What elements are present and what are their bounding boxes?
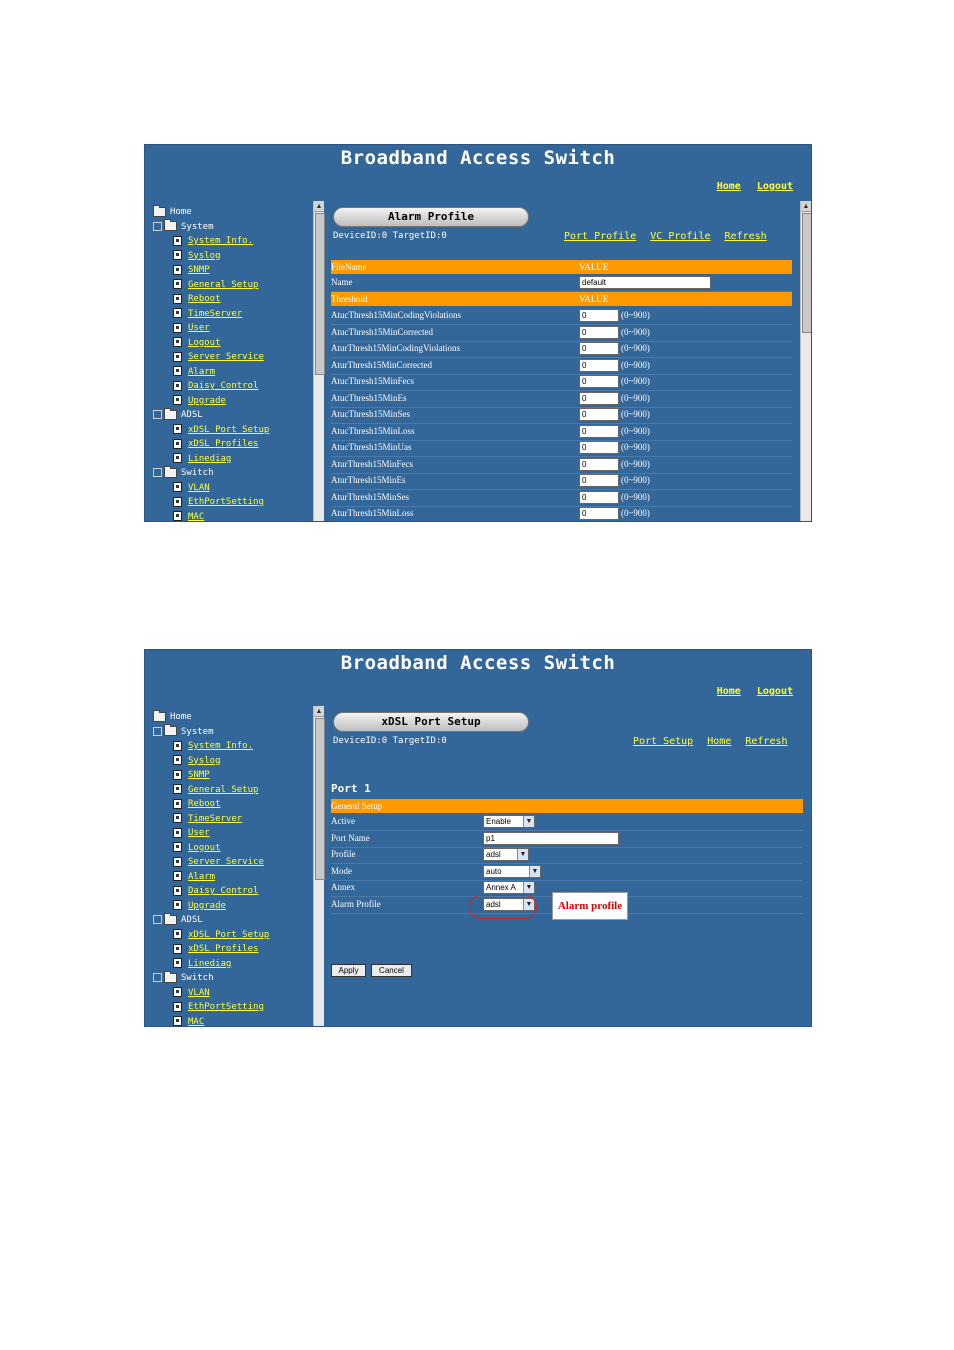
threshold-range: (0~900) xyxy=(621,475,650,485)
home-link[interactable]: Home xyxy=(716,686,741,697)
threshold-input[interactable]: 0 xyxy=(579,342,619,355)
page-icon xyxy=(173,958,182,968)
folder-icon xyxy=(164,973,177,983)
device-id-line: DeviceID:0 TargetID:0 xyxy=(333,231,447,241)
scroll-thumb[interactable] xyxy=(315,213,325,375)
field-label: Port Name xyxy=(331,832,370,843)
tree-item-label: MAC xyxy=(188,511,205,521)
tree-item-label: Reboot xyxy=(188,799,221,809)
tree-item-mac[interactable] xyxy=(173,510,204,522)
expand-toggle-icon[interactable] xyxy=(153,410,162,419)
tree-item-upgrade[interactable] xyxy=(173,394,226,408)
field-row-profile xyxy=(331,847,803,864)
tree-item-label: VLAN xyxy=(188,482,210,493)
tree-item-label: Alarm xyxy=(188,366,216,377)
tree-item-label: General Setup xyxy=(188,784,259,795)
expand-toggle-icon[interactable] xyxy=(153,973,162,982)
tree-item-label: System Info. xyxy=(188,741,254,751)
tree-item-label: System Info. xyxy=(188,236,254,246)
selected-value: adsl xyxy=(486,899,501,909)
threshold-label: AtucThresh15MinLoss xyxy=(331,425,415,436)
tree-item-home[interactable] xyxy=(153,710,192,724)
threshold-range: (0~900) xyxy=(621,409,650,419)
banner-title: Broadband Access Switch xyxy=(340,147,616,169)
page-icon xyxy=(173,424,182,434)
page-icon xyxy=(173,352,182,362)
threshold-row xyxy=(331,407,792,424)
page-icon xyxy=(173,308,182,318)
tree-item-logout[interactable] xyxy=(173,841,221,855)
scroll-up-arrow-icon[interactable]: ▲ xyxy=(315,707,323,715)
tree-item-snmp[interactable] xyxy=(173,263,210,277)
tree-item-label: Reboot xyxy=(188,294,221,304)
sidebar-scrollbar[interactable] xyxy=(313,706,324,1026)
folder-icon xyxy=(164,726,177,736)
page-icon xyxy=(173,337,182,347)
alarm-profile-callout: Alarm profile xyxy=(552,892,628,920)
page-icon xyxy=(173,828,182,838)
tree-item-label: Upgrade xyxy=(188,900,226,911)
home-link[interactable]: Home xyxy=(716,181,741,192)
tree-item-label: TimeServer xyxy=(188,813,243,824)
nav-tree xyxy=(145,201,313,521)
chevron-down-icon[interactable]: ▼ xyxy=(517,849,528,860)
threshold-input[interactable]: 0 xyxy=(579,458,619,471)
main-content xyxy=(325,706,809,1026)
tree-item-label: EthPortSetting xyxy=(188,1002,264,1012)
expand-toggle-icon[interactable] xyxy=(153,915,162,924)
tree-item-xdsl-port-setup[interactable] xyxy=(173,423,269,437)
threshold-header xyxy=(331,292,792,306)
folder-icon xyxy=(164,221,177,231)
page-icon xyxy=(173,250,182,260)
tree-item-label: Server Service xyxy=(188,352,264,362)
scroll-up-arrow-icon[interactable]: ▲ xyxy=(802,202,810,210)
tree-item-general-setup[interactable] xyxy=(173,783,258,797)
threshold-range: (0~900) xyxy=(621,376,650,386)
tree-item-label: Syslog xyxy=(188,755,221,766)
scroll-up-arrow-icon[interactable]: ▲ xyxy=(315,202,323,210)
xdsl-port-setup-screenshot xyxy=(144,649,812,1027)
page-icon xyxy=(173,1002,182,1012)
refresh-link[interactable]: Refresh xyxy=(724,231,767,242)
page-icon xyxy=(173,265,182,275)
expand-toggle-icon[interactable] xyxy=(153,727,162,736)
tree-item-label: EthPortSetting xyxy=(188,497,264,507)
tree-item-label: Home xyxy=(170,712,192,722)
tree-item-reboot[interactable] xyxy=(173,797,221,811)
tree-item-adsl[interactable] xyxy=(153,913,203,927)
selected-value: Enable xyxy=(486,817,511,827)
page-icon xyxy=(173,842,182,852)
page-icon xyxy=(173,799,182,809)
scroll-thumb[interactable] xyxy=(802,213,812,333)
page-icon xyxy=(173,366,182,376)
banner xyxy=(145,145,811,199)
page-icon xyxy=(173,395,182,405)
tree-item-label: Switch xyxy=(181,468,214,478)
tree-item-label: ADSL xyxy=(181,915,203,925)
threshold-input[interactable]: 0 xyxy=(579,408,619,421)
page-icon xyxy=(173,813,182,823)
apply-button[interactable]: Apply xyxy=(331,964,366,977)
page-icon xyxy=(173,381,182,391)
threshold-row xyxy=(331,424,792,441)
port-setup-link[interactable]: Port Setup xyxy=(633,736,694,747)
banner xyxy=(145,650,811,704)
field-label: Mode xyxy=(331,865,352,876)
threshold-range: (0~900) xyxy=(621,310,650,320)
tree-item-upgrade[interactable] xyxy=(173,899,226,913)
threshold-row xyxy=(331,341,792,358)
selected-value: Annex A xyxy=(486,883,516,893)
threshold-range: (0~900) xyxy=(621,392,650,403)
top-links xyxy=(707,181,793,192)
annex-select[interactable] xyxy=(483,881,535,894)
tree-item-timeserver[interactable] xyxy=(173,307,242,321)
value-header-label: VALUE xyxy=(579,294,609,304)
threshold-range: (0~900) xyxy=(621,458,650,469)
tree-item-label: xDSL Port Setup xyxy=(188,929,270,940)
tree-item-linediag[interactable] xyxy=(173,452,231,466)
filename-header-label: FileName xyxy=(331,262,367,272)
threshold-input[interactable]: 0 xyxy=(579,474,619,487)
tree-item-label: User xyxy=(188,828,210,838)
tree-item-system-info[interactable] xyxy=(173,234,253,248)
threshold-row xyxy=(331,490,792,507)
tree-item-daisy-control[interactable] xyxy=(173,379,258,393)
page-icon xyxy=(173,741,182,751)
scroll-thumb[interactable] xyxy=(315,718,325,880)
threshold-input[interactable]: 0 xyxy=(579,359,619,372)
threshold-input[interactable]: 0 xyxy=(579,441,619,454)
chevron-down-icon[interactable]: ▼ xyxy=(523,816,534,827)
tree-item-xdsl-profiles[interactable] xyxy=(173,437,258,451)
tree-item-user[interactable] xyxy=(173,826,210,840)
tree-item-label: Daisy Control xyxy=(188,886,259,896)
tree-item-label: SNMP xyxy=(188,265,210,275)
port-label: Port 1 xyxy=(331,782,371,795)
tree-item-label: Home xyxy=(170,207,192,217)
name-row xyxy=(331,275,792,292)
tree-item-label: Syslog xyxy=(188,250,221,261)
tree-item-vlan[interactable] xyxy=(173,986,210,1000)
tree-item-switch[interactable] xyxy=(153,971,214,985)
threshold-label: AtucThresh15MinCorrected xyxy=(331,326,433,337)
alarm-profile-screenshot xyxy=(144,144,812,522)
general-setup-header xyxy=(331,799,803,813)
threshold-input[interactable]: 0 xyxy=(579,326,619,339)
tree-item-adsl[interactable] xyxy=(153,408,203,422)
name-input[interactable]: default xyxy=(579,276,711,289)
tree-item-label: VLAN xyxy=(188,987,210,998)
threshold-row xyxy=(331,374,792,391)
sidebar-scrollbar[interactable] xyxy=(313,201,324,521)
threshold-input[interactable]: 0 xyxy=(579,309,619,322)
page-icon xyxy=(173,770,182,780)
expand-toggle-icon[interactable] xyxy=(153,222,162,231)
tree-item-label: Upgrade xyxy=(188,395,226,406)
refresh-link[interactable]: Refresh xyxy=(745,736,788,747)
vc-profile-link[interactable]: VC Profile xyxy=(650,231,711,242)
tree-item-label: General Setup xyxy=(188,279,259,290)
tree-item-snmp[interactable] xyxy=(173,768,210,782)
chevron-down-icon[interactable]: ▼ xyxy=(529,866,540,877)
page-icon xyxy=(173,439,182,449)
threshold-input[interactable]: 0 xyxy=(579,375,619,388)
field-label: Profile xyxy=(331,849,356,859)
threshold-label: AturThresh15MinCodingViolations xyxy=(331,343,460,353)
selected-value: auto xyxy=(486,866,502,876)
content-scrollbar[interactable] xyxy=(800,201,811,521)
threshold-label: AtucThresh15MinCodingViolations xyxy=(331,310,461,320)
threshold-label: AtucThresh15MinUas xyxy=(331,442,412,452)
tree-item-alarm[interactable] xyxy=(173,870,215,884)
page-icon xyxy=(173,857,182,867)
main-content xyxy=(325,201,801,521)
field-label: Active xyxy=(331,816,355,826)
page-icon xyxy=(173,755,182,765)
sub-links xyxy=(556,231,767,242)
folder-icon xyxy=(153,712,166,722)
tree-item-alarm[interactable] xyxy=(173,365,215,379)
tree-item-general-setup[interactable] xyxy=(173,278,258,292)
cancel-button[interactable]: Cancel xyxy=(371,964,412,977)
page-icon xyxy=(173,482,182,492)
threshold-label: AturThresh15MinFecs xyxy=(331,458,413,469)
general-setup-label: General Setup xyxy=(331,801,383,811)
tree-item-xdsl-profiles[interactable] xyxy=(173,942,258,956)
page-icon xyxy=(173,871,182,881)
threshold-header-label: Threshold xyxy=(331,294,368,304)
threshold-range: (0~900) xyxy=(621,508,650,518)
page-icon xyxy=(173,323,182,333)
tree-item-home[interactable] xyxy=(153,205,192,219)
tree-item-label: System xyxy=(181,726,214,737)
tree-item-system-info[interactable] xyxy=(173,739,253,753)
filename-header xyxy=(331,260,792,274)
value-header-label: VALUE xyxy=(579,262,609,272)
port-name-input[interactable]: p1 xyxy=(483,832,619,845)
page-icon xyxy=(173,1016,182,1026)
tree-item-timeserver[interactable] xyxy=(173,812,242,826)
tree-item-syslog[interactable] xyxy=(173,754,221,768)
page-icon xyxy=(173,453,182,463)
threshold-range: (0~900) xyxy=(621,326,650,337)
port-profile-link[interactable]: Port Profile xyxy=(564,231,637,242)
page-icon xyxy=(173,511,182,521)
tree-item-label: Switch xyxy=(181,973,214,983)
folder-icon xyxy=(164,468,177,478)
threshold-range: (0~900) xyxy=(621,425,650,436)
threshold-range: (0~900) xyxy=(621,491,650,502)
profile-select[interactable] xyxy=(483,848,529,861)
tree-item-label: xDSL Port Setup xyxy=(188,424,270,435)
field-label: Annex xyxy=(331,882,355,892)
tree-item-daisy-control[interactable] xyxy=(173,884,258,898)
tree-item-switch[interactable] xyxy=(153,466,214,480)
tree-item-label: ADSL xyxy=(181,410,203,420)
logout-link[interactable]: Logout xyxy=(756,181,793,192)
threshold-range: (0~900) xyxy=(621,343,650,353)
tree-item-label: xDSL Profiles xyxy=(188,439,259,449)
threshold-label: AtucThresh15MinFecs xyxy=(331,376,414,386)
tree-item-label: Logout xyxy=(188,337,221,348)
tree-item-label: SNMP xyxy=(188,770,210,780)
tree-item-system[interactable] xyxy=(153,725,214,739)
tree-item-server-service[interactable] xyxy=(173,855,264,869)
threshold-input[interactable]: 0 xyxy=(579,425,619,438)
tree-item-label: Alarm xyxy=(188,871,216,882)
home-link[interactable]: Home xyxy=(707,736,732,747)
tree-item-label: Logout xyxy=(188,842,221,853)
threshold-row xyxy=(331,473,792,490)
threshold-row xyxy=(331,308,792,325)
top-links xyxy=(707,686,793,697)
selected-value: adsl xyxy=(486,850,501,860)
threshold-label: AturThresh15MinSes xyxy=(331,491,409,502)
threshold-label: AtucThresh15MinSes xyxy=(331,409,410,419)
threshold-row xyxy=(331,457,792,474)
tree-item-label: TimeServer xyxy=(188,308,243,319)
device-id-line: DeviceID:0 TargetID:0 xyxy=(333,736,447,746)
banner-title: Broadband Access Switch xyxy=(340,652,616,674)
tree-item-label: Linediag xyxy=(188,958,232,969)
tree-item-mac[interactable] xyxy=(173,1015,204,1027)
tree-item-xdsl-port-setup[interactable] xyxy=(173,928,269,942)
tree-item-label: MAC xyxy=(188,1016,205,1026)
threshold-input[interactable]: 0 xyxy=(579,507,619,520)
tree-item-label: xDSL Profiles xyxy=(188,944,259,954)
threshold-range: (0~900) xyxy=(621,442,650,452)
field-row-port-name xyxy=(331,831,803,848)
tree-item-label: Daisy Control xyxy=(188,381,259,391)
alarm-profile-highlight xyxy=(469,895,537,919)
page-icon xyxy=(173,279,182,289)
page-icon xyxy=(173,886,182,896)
page-title: xDSL Port Setup xyxy=(333,712,529,732)
page-icon xyxy=(173,236,182,246)
tree-item-ethportsetting[interactable] xyxy=(173,1000,264,1014)
chevron-down-icon[interactable]: ▼ xyxy=(523,882,534,893)
tree-item-linediag[interactable] xyxy=(173,957,231,971)
threshold-row xyxy=(331,325,792,342)
page-icon xyxy=(173,987,182,997)
sub-links xyxy=(625,736,788,747)
threshold-row xyxy=(331,440,792,457)
threshold-label: AturThresh15MinEs xyxy=(331,475,406,485)
tree-item-system[interactable] xyxy=(153,220,214,234)
tree-item-logout[interactable] xyxy=(173,336,221,350)
folder-icon xyxy=(164,915,177,925)
tree-item-syslog[interactable] xyxy=(173,249,221,263)
page-icon xyxy=(173,784,182,794)
nav-tree xyxy=(145,706,313,1026)
name-label: Name xyxy=(331,277,353,287)
page-icon xyxy=(173,929,182,939)
page-title: Alarm Profile xyxy=(333,207,529,227)
mode-select[interactable] xyxy=(483,865,541,878)
tree-item-server-service[interactable] xyxy=(173,350,264,364)
page-icon xyxy=(173,294,182,304)
threshold-range: (0~900) xyxy=(621,359,650,370)
tree-item-label: System xyxy=(181,221,214,232)
threshold-label: AturThresh15MinCorrected xyxy=(331,359,432,370)
field-row-active xyxy=(331,814,803,831)
tree-item-label: Server Service xyxy=(188,857,264,867)
field-label: Alarm Profile xyxy=(331,898,381,909)
threshold-row xyxy=(331,506,792,521)
threshold-row xyxy=(331,358,792,375)
threshold-label: AtucThresh15MinEs xyxy=(331,392,407,403)
page-icon xyxy=(173,944,182,954)
threshold-label: AturThresh15MinLoss xyxy=(331,508,414,518)
threshold-input[interactable]: 0 xyxy=(579,491,619,504)
page-icon xyxy=(173,497,182,507)
tree-item-label: User xyxy=(188,323,210,333)
tree-item-reboot[interactable] xyxy=(173,292,221,306)
folder-icon xyxy=(164,410,177,420)
active-select[interactable] xyxy=(483,815,535,828)
page-icon xyxy=(173,900,182,910)
tree-item-label: Linediag xyxy=(188,453,232,464)
tree-item-vlan[interactable] xyxy=(173,481,210,495)
threshold-row xyxy=(331,391,792,408)
folder-icon xyxy=(153,207,166,217)
chevron-down-icon[interactable]: ▼ xyxy=(523,899,534,910)
tree-item-ethportsetting[interactable] xyxy=(173,495,264,509)
field-row-mode xyxy=(331,864,803,881)
tree-item-user[interactable] xyxy=(173,321,210,335)
threshold-input[interactable]: 0 xyxy=(579,392,619,405)
logout-link[interactable]: Logout xyxy=(756,686,793,697)
expand-toggle-icon[interactable] xyxy=(153,468,162,477)
